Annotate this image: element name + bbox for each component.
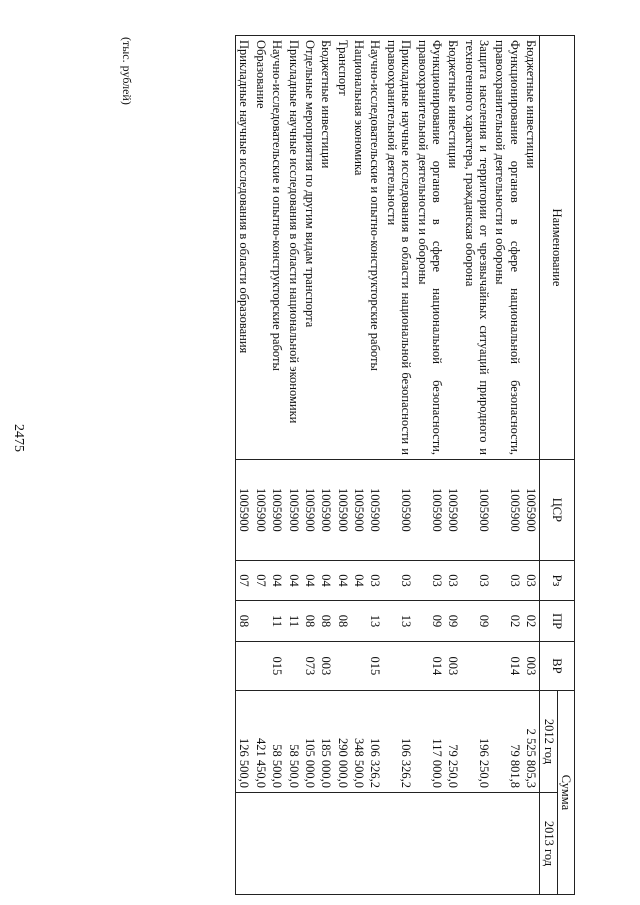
table-row	[414, 36, 445, 895]
cell-pr: 08	[334, 601, 350, 642]
cell-rz: 04	[334, 560, 350, 601]
header-pr: ПР	[540, 601, 575, 642]
cell-vr	[253, 641, 269, 690]
cell-name: Прикладные научные исследования в области образования	[236, 36, 253, 460]
cell-csr: 1005900	[384, 459, 415, 560]
cell-y2013	[334, 792, 350, 894]
table-row	[318, 36, 334, 895]
cell-y2013	[445, 792, 461, 894]
cell-name: Транспорт	[334, 36, 350, 460]
cell-csr: 1005900	[269, 459, 285, 560]
cell-y2012: 79 801,8	[492, 690, 523, 792]
cell-y2013	[318, 792, 334, 894]
cell-name: Функционирование органов в сфере национальной безопасности, правоохранительной деятельности и обороны	[414, 36, 445, 460]
cell-csr: 1005900	[253, 459, 269, 560]
cell-rz: 03	[384, 560, 415, 601]
cell-y2013	[269, 792, 285, 894]
cell-vr: 003	[445, 641, 461, 690]
cell-vr: 015	[367, 641, 383, 690]
table-row	[236, 36, 253, 895]
cell-y2012: 58 500,0	[285, 690, 301, 792]
cell-name: Бюджетные инвестиции	[318, 36, 334, 460]
cell-y2012: 105 000,0	[302, 690, 318, 792]
cell-name: Образование	[253, 36, 269, 460]
cell-rz: 04	[302, 560, 318, 601]
cell-pr: 13	[384, 601, 415, 642]
cell-name: Национальная экономика	[351, 36, 367, 460]
budget-table-sheet	[135, 35, 575, 895]
cell-y2013	[461, 792, 492, 894]
cell-rz: 03	[414, 560, 445, 601]
cell-y2012: 196 250,0	[461, 690, 492, 792]
cell-vr	[351, 641, 367, 690]
cell-pr: 11	[285, 601, 301, 642]
cell-vr: 003	[318, 641, 334, 690]
cell-name: Научно-исследовательские и опытно-конструкторские работы	[367, 36, 383, 460]
header-year-2013: 2013 год	[540, 792, 557, 894]
table-row	[269, 36, 285, 895]
table-row	[285, 36, 301, 895]
cell-y2012: 421 450,0	[253, 690, 269, 792]
cell-vr: 015	[269, 641, 285, 690]
cell-y2012: 117 000,0	[414, 690, 445, 792]
header-vr: ВР	[540, 641, 575, 690]
header-name: Наименование	[540, 36, 575, 460]
cell-name: Прикладные научные исследования в области национальной экономики	[285, 36, 301, 460]
cell-y2012: 58 500,0	[269, 690, 285, 792]
cell-y2013	[351, 792, 367, 894]
cell-csr: 1005900	[461, 459, 492, 560]
cell-vr	[285, 641, 301, 690]
cell-y2013	[384, 792, 415, 894]
cell-vr: 014	[414, 641, 445, 690]
cell-rz: 04	[318, 560, 334, 601]
cell-pr: 09	[461, 601, 492, 642]
cell-vr	[334, 641, 350, 690]
table-row	[302, 36, 318, 895]
cell-csr: 1005900	[523, 459, 540, 560]
cell-name: Прикладные научные исследования в области национальной безопасности и правоохранительной деятельности	[384, 36, 415, 460]
cell-vr	[461, 641, 492, 690]
cell-name: Защита населения и территории от чрезвычайных ситуаций природного и техногенного характера, гражданская оборона	[461, 36, 492, 460]
cell-y2012: 126 500,0	[236, 690, 253, 792]
cell-vr	[236, 641, 253, 690]
cell-rz: 03	[367, 560, 383, 601]
cell-y2013	[414, 792, 445, 894]
cell-y2012: 106 326,2	[384, 690, 415, 792]
header-rz: Рз	[540, 560, 575, 601]
cell-y2013	[492, 792, 523, 894]
cell-vr: 014	[492, 641, 523, 690]
cell-csr: 1005900	[302, 459, 318, 560]
cell-y2012: 290 000,0	[334, 690, 350, 792]
cell-vr: 073	[302, 641, 318, 690]
units-label: (тыс. рублей)	[120, 37, 134, 105]
header-year-2012: 2012 год	[540, 690, 557, 792]
table-row	[461, 36, 492, 895]
cell-pr: 08	[236, 601, 253, 642]
cell-rz: 03	[445, 560, 461, 601]
cell-csr: 1005900	[318, 459, 334, 560]
budget-table	[235, 35, 575, 895]
cell-rz: 07	[253, 560, 269, 601]
header-csr: ЦСР	[540, 459, 575, 560]
cell-rz: 04	[285, 560, 301, 601]
cell-rz: 03	[461, 560, 492, 601]
table-row	[367, 36, 383, 895]
cell-name: Отдельные мероприятия по другим видам транспорта	[302, 36, 318, 460]
table-row	[253, 36, 269, 895]
cell-y2013	[253, 792, 269, 894]
cell-csr: 1005900	[367, 459, 383, 560]
cell-y2012: 106 326,2	[367, 690, 383, 792]
cell-pr: 08	[318, 601, 334, 642]
cell-y2013	[285, 792, 301, 894]
cell-y2012: 185 000,0	[318, 690, 334, 792]
cell-rz: 07	[236, 560, 253, 601]
table-row	[445, 36, 461, 895]
cell-vr: 003	[523, 641, 540, 690]
cell-pr: 02	[492, 601, 523, 642]
cell-rz: 03	[523, 560, 540, 601]
cell-csr: 1005900	[492, 459, 523, 560]
cell-y2012: 348 500,0	[351, 690, 367, 792]
cell-vr	[384, 641, 415, 690]
table-row	[384, 36, 415, 895]
page-number: 2475	[11, 424, 26, 452]
cell-csr: 1005900	[414, 459, 445, 560]
cell-rz: 04	[269, 560, 285, 601]
cell-pr: 02	[523, 601, 540, 642]
cell-csr: 1005900	[285, 459, 301, 560]
cell-csr: 1005900	[236, 459, 253, 560]
cell-pr	[351, 601, 367, 642]
cell-y2013	[302, 792, 318, 894]
cell-csr: 1005900	[445, 459, 461, 560]
cell-name: Бюджетные инвестиции	[523, 36, 540, 460]
cell-y2013	[523, 792, 540, 894]
cell-y2012: 2 525 805,3	[523, 690, 540, 792]
table-row	[351, 36, 367, 895]
cell-csr: 1005900	[334, 459, 350, 560]
header-sum: Сумма	[557, 690, 574, 894]
cell-name: Бюджетные инвестиции	[445, 36, 461, 460]
cell-y2013	[367, 792, 383, 894]
cell-pr: 09	[445, 601, 461, 642]
table-row	[334, 36, 350, 895]
cell-rz: 03	[492, 560, 523, 601]
cell-name: Научно-исследовательские и опытно-конструкторские работы	[269, 36, 285, 460]
table-row	[523, 36, 540, 895]
cell-rz: 04	[351, 560, 367, 601]
cell-name: Функционирование органов в сфере национальной безопасности, правоохранительной деятельности и обороны	[492, 36, 523, 460]
cell-pr: 13	[367, 601, 383, 642]
cell-csr: 1005900	[351, 459, 367, 560]
table-row	[492, 36, 523, 895]
cell-pr: 09	[414, 601, 445, 642]
cell-pr: 08	[302, 601, 318, 642]
cell-pr: 11	[269, 601, 285, 642]
cell-pr	[253, 601, 269, 642]
cell-y2013	[236, 792, 253, 894]
cell-y2012: 79 250,0	[445, 690, 461, 792]
